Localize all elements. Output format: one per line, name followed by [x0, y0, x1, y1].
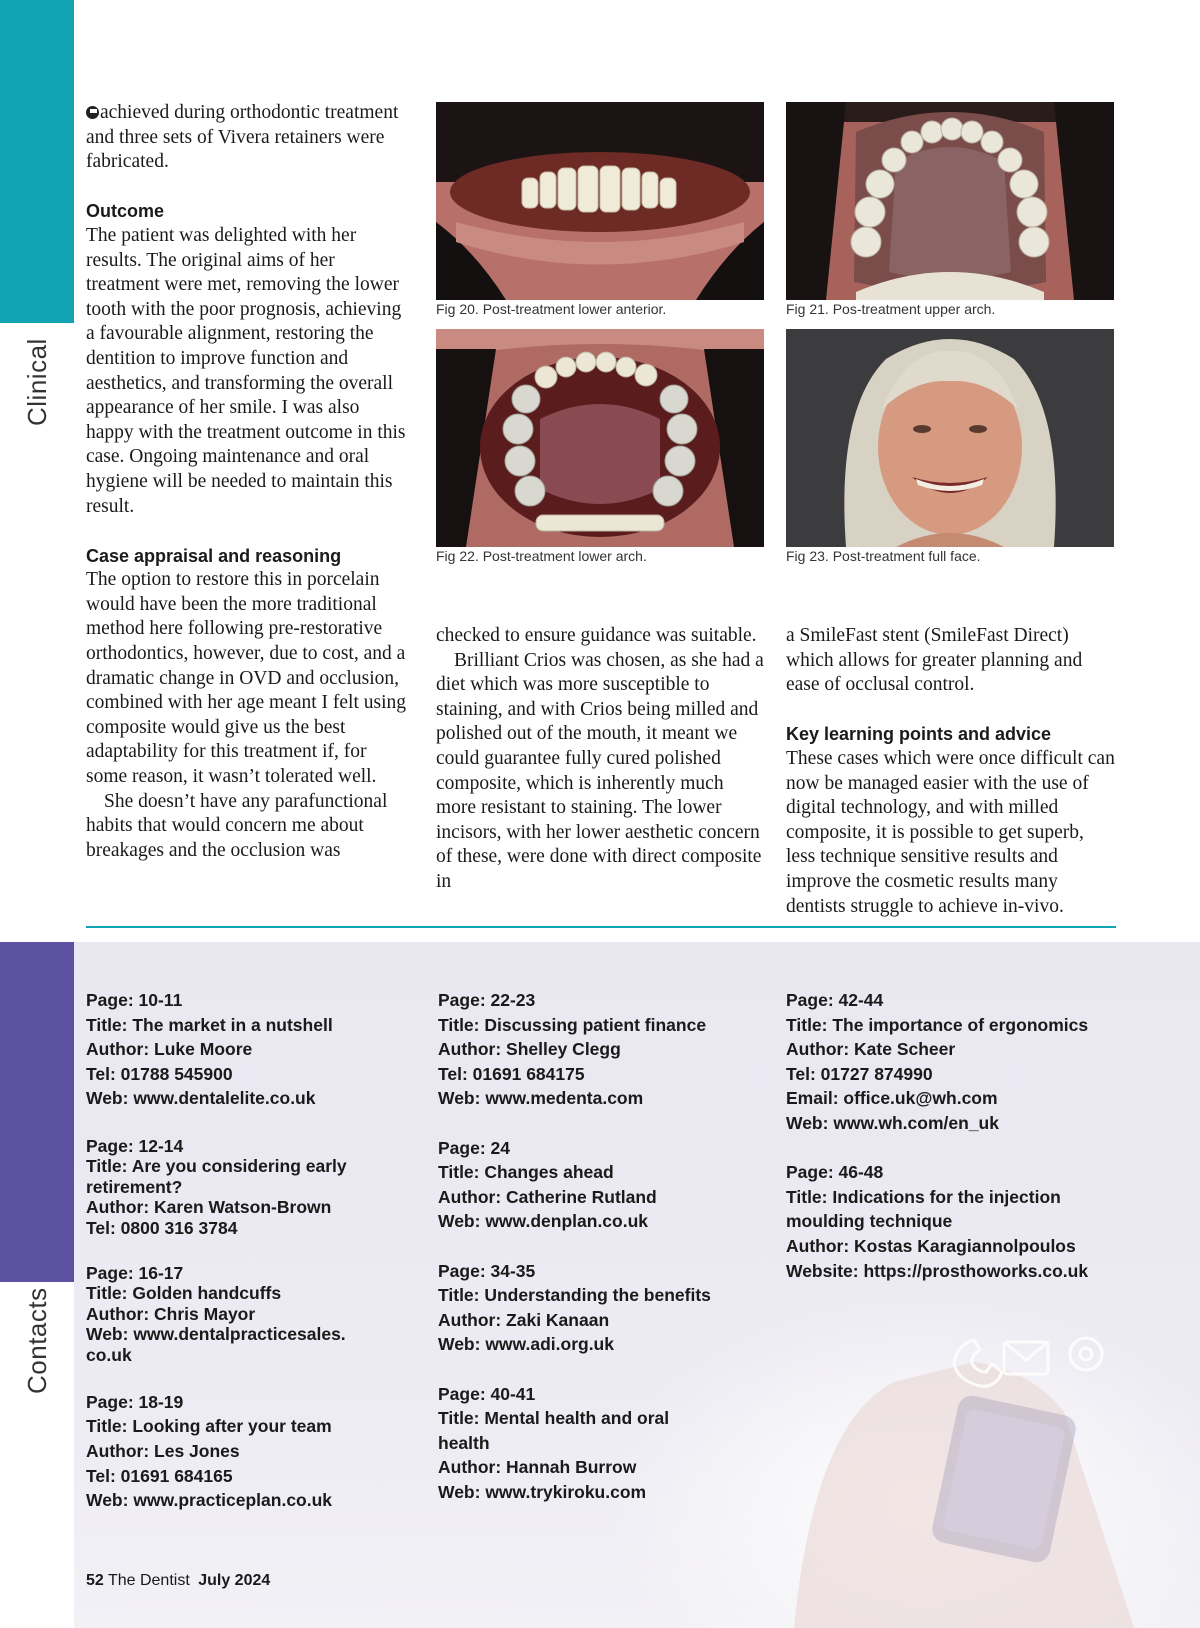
key-points-heading: Key learning points and advice [786, 724, 1052, 745]
contacts-tab [0, 942, 74, 1282]
contact-line: Tel: 01727 874990 [786, 1063, 933, 1084]
contact-line: Page: 46-48 [786, 1162, 884, 1183]
col2-paragraph-1: checked to ensure guidance was suitable. [436, 625, 757, 646]
fig21-image [786, 102, 1114, 300]
magazine-name: The Dentist [107, 1572, 190, 1589]
contact-line: Author: Shelley Clegg [438, 1039, 621, 1060]
contact-line: Page: 42-44 [786, 990, 884, 1010]
contact-line: Title: The market in a nutshell [86, 1014, 333, 1035]
contact-line: Title: Looking after your team [86, 1416, 332, 1437]
outcome-paragraph: The patient was delighted with her results. The original aims of her treatment were met, removing the lower tooth with the poor prognosis, achieving a favourable alignment, restoring the dentition to improve function and aesthetics, and transforming the overall appearance of her smile. I was also happy with the treatment outcome in this case. Ongoing maintenance and oral hygiene will be needed to maintain this result. [86, 224, 406, 517]
contact-line: Web: www.practiceplan.co.uk [86, 1490, 333, 1511]
contact-line: Author: Chris Mayor [86, 1303, 256, 1324]
contact-line: Author: Karen Watson-Brown [86, 1197, 332, 1218]
issue-date: July 2024 [198, 1572, 271, 1589]
contacts-column-2 [438, 988, 768, 1529]
contact-line: Title: Are you considering early [86, 1156, 347, 1177]
contact-entry [438, 988, 768, 1111]
contact-line: Title: Mental health and oral [438, 1408, 670, 1429]
clinical-tab [0, 0, 74, 323]
page-footer [86, 1572, 270, 1590]
contact-line: Web: www.medenta.com [438, 1088, 644, 1109]
contact-line: Title: Indications for the injection [786, 1186, 1061, 1207]
contact-line: Author: Kostas Karagiannolpoulos [786, 1235, 1076, 1256]
contact-line: Tel: 01788 545900 [86, 1063, 233, 1084]
contact-line: Author: Les Jones [86, 1440, 240, 1461]
contact-line: Website: https://prosthoworks.co.uk [786, 1260, 1089, 1281]
contact-entry [86, 1136, 406, 1239]
article-column-3 [786, 624, 1116, 919]
contact-line: Title: Golden handcuffs [86, 1283, 282, 1304]
appraisal-paragraph: The option to restore this in porcelain would have been the more traditional method here following pre-restorative orthodontics, however, due to cost, and a dramatic change in OVD and occlusion, combined with her age meant I felt using composite would give us the best adaptability for this treatment if, for some reason, it wasn’t tolerated well. [86, 569, 407, 788]
contact-line: co.uk [86, 1344, 132, 1365]
contact-line: Author: Kate Scheer [786, 1039, 956, 1060]
contact-line: Author: Zaki Kanaan [438, 1309, 610, 1330]
contact-entry [438, 1382, 768, 1505]
contact-line: Page: 18-19 [86, 1391, 184, 1412]
contact-line: Web: www.denplan.co.uk [438, 1211, 649, 1232]
contact-line: Web: www.trykiroku.com [438, 1481, 647, 1502]
contact-entry [86, 1263, 406, 1366]
contact-line: Tel: 01691 684165 [86, 1465, 233, 1486]
contact-line: Author: Luke Moore [86, 1039, 253, 1060]
intro-paragraph [86, 101, 408, 175]
contact-line: Title: Changes ahead [438, 1162, 614, 1183]
fig23-caption: Fig 23. Post-treatment full face. [786, 548, 981, 564]
contacts-column-1 [86, 988, 406, 1537]
contact-line: Author: Catherine Rutland [438, 1186, 657, 1207]
fig22-image [436, 329, 764, 547]
fig22-caption: Fig 22. Post-treatment lower arch. [436, 548, 647, 564]
contacts-label: Contacts [22, 1287, 52, 1394]
contact-entry [438, 1259, 768, 1357]
clinical-label: Clinical [22, 338, 52, 426]
contact-line: Web: www.wh.com/en_uk [786, 1112, 999, 1133]
contacts-column-3 [786, 988, 1126, 1308]
contact-line: Page: 24 [438, 1137, 510, 1158]
contact-line: Web: www.dentalpracticesales. [86, 1324, 346, 1345]
continuation-arrow-icon [86, 106, 99, 119]
contact-line: Web: www.adi.org.uk [438, 1334, 614, 1355]
page-number: 52 [86, 1572, 104, 1589]
contact-line: Page: 34-35 [438, 1260, 536, 1281]
contact-line: retirement? [86, 1176, 183, 1197]
contact-line: Web: www.dentalelite.co.uk [86, 1088, 316, 1109]
contact-line: Author: Hannah Burrow [438, 1457, 637, 1478]
contact-line: Page: 10-11 [86, 990, 183, 1010]
contact-line: Title: Discussing patient finance [438, 1014, 707, 1035]
contact-line: Page: 16-17 [86, 1262, 184, 1283]
contact-entry [786, 988, 1126, 1136]
appraisal-paragraph-2: She doesn’t have any parafunctional habits that would concern me about breakages and the occlusion was [86, 790, 388, 861]
contact-line: health [438, 1432, 490, 1453]
intro-text: achieved during orthodontic treatment and three sets of Vivera retainers were fabricated. [86, 102, 399, 173]
contact-line: Page: 22-23 [438, 990, 536, 1010]
contact-line: Title: Understanding the benefits [438, 1285, 711, 1306]
fig20-caption: Fig 20. Post-treatment lower anterior. [436, 301, 667, 317]
fig20-image [436, 102, 764, 300]
contact-entry [438, 1136, 768, 1234]
col2-paragraph-2: Brilliant Crios was chosen, as she had a diet which was more susceptible to staining, and with Crios being milled and polished out of the mouth, it meant we could guarantee fully cured polished composite, which is inherently much more resistant to staining. The lower incisors, with her lower aesthetic concern of these, were done with direct composite in [436, 649, 764, 892]
fig21-caption: Fig 21. Pos-treatment upper arch. [786, 301, 996, 317]
col3-paragraph-1: a SmileFast stent (SmileFast Direct) which allows for greater planning and ease of occlusal control. [786, 625, 1083, 696]
fig23-image [786, 329, 1114, 547]
contact-entry [786, 1160, 1126, 1283]
contact-line: Tel: 01691 684175 [438, 1063, 585, 1084]
contact-entry [86, 1390, 406, 1513]
contact-line: Page: 12-14 [86, 1135, 184, 1156]
outcome-heading: Outcome [86, 201, 165, 222]
article-column-1 [86, 101, 408, 863]
contact-line: Tel: 0800 316 3784 [86, 1217, 238, 1238]
key-points-paragraph: These cases which were once difficult can now be managed easier with the use of digital technology, and with milled composite, it is possible to get superb, less technique sensitive results and improve the cosmetic results many dentists struggle to achieve in-vivo. [786, 747, 1115, 917]
section-divider [86, 926, 1116, 928]
appraisal-heading: Case appraisal and reasoning [86, 545, 342, 566]
contact-line: Page: 40-41 [438, 1383, 536, 1404]
contact-line: moulding technique [786, 1211, 953, 1232]
contact-entry [86, 988, 406, 1111]
contact-line: Email: office.uk@wh.com [786, 1088, 998, 1109]
contact-line: Title: The importance of ergonomics [786, 1014, 1089, 1035]
article-column-2 [436, 624, 764, 895]
